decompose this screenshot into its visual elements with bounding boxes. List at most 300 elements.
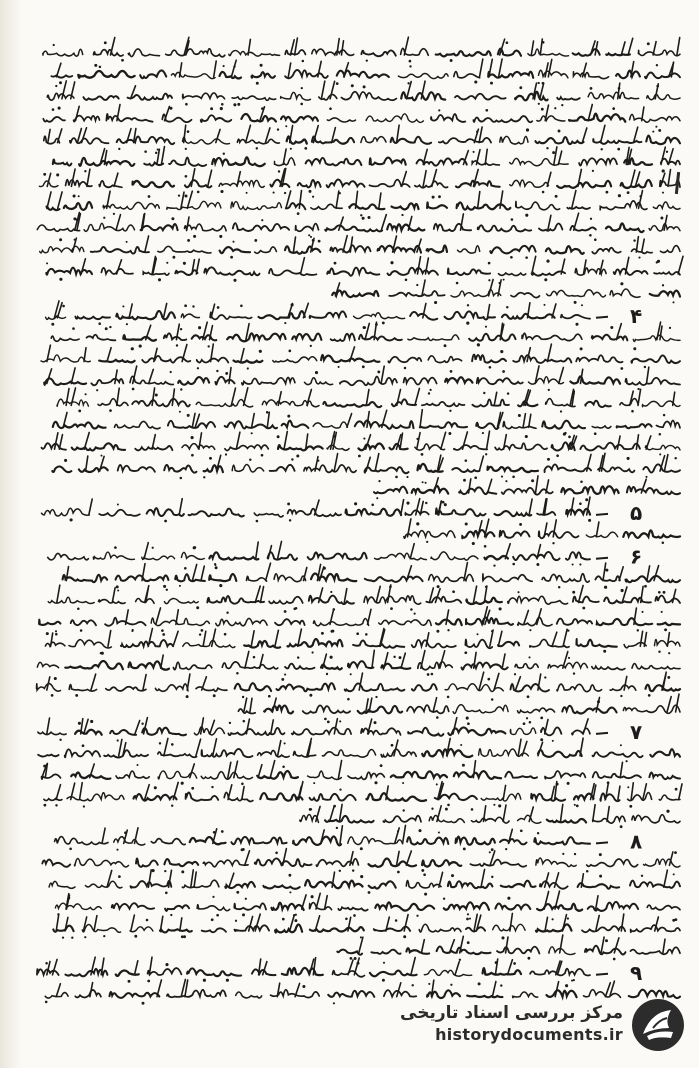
- handwritten-word: [143, 272, 169, 275]
- handwritten-word: [472, 399, 509, 406]
- handwritten-ascender: [545, 917, 548, 931]
- handwritten-dot: [266, 411, 269, 414]
- handwritten-ascender: [164, 303, 167, 317]
- handwritten-dot: [363, 85, 366, 88]
- handwritten-dot: [637, 629, 639, 631]
- handwritten-word: [462, 663, 508, 670]
- handwritten-dot: [103, 935, 105, 937]
- handwritten-ascender: [503, 785, 505, 799]
- handwritten-word: [327, 118, 355, 122]
- handwriting-line: [42, 761, 681, 786]
- handwritten-dot: [219, 584, 222, 587]
- handwritten-dot: [538, 103, 540, 105]
- handwritten-ascender: [255, 586, 260, 602]
- handwritten-word: [499, 273, 526, 276]
- handwritten-ascender: [57, 585, 60, 602]
- handwritten-dot: [196, 606, 199, 609]
- handwritten-dot: [296, 455, 299, 458]
- handwritten-dot: [585, 498, 588, 501]
- handwriting-line: [300, 804, 680, 829]
- handwritten-ascender: [631, 783, 633, 800]
- handwritten-word: [135, 446, 172, 450]
- handwritten-word: [387, 224, 424, 231]
- handwritten-word: [345, 683, 405, 691]
- handwritten-ascender: [339, 761, 342, 778]
- handwritten-dot: [184, 194, 187, 197]
- handwritten-dot: [658, 591, 661, 594]
- handwritten-word: [545, 464, 592, 472]
- handwritten-dot: [627, 191, 630, 194]
- handwritten-dot: [675, 788, 678, 791]
- handwritten-word: [168, 421, 215, 428]
- handwritten-dot: [261, 454, 264, 457]
- handwritten-word: [285, 664, 315, 669]
- handwritten-dot: [187, 239, 190, 242]
- handwritten-dot: [254, 239, 257, 242]
- handwritten-dot: [84, 170, 86, 172]
- handwritten-dot: [245, 898, 247, 900]
- handwriting-line: [332, 280, 680, 305]
- handwritten-word: [106, 687, 146, 691]
- handwritten-word: [576, 355, 622, 362]
- handwritten-ascender: [661, 147, 665, 164]
- handwritten-ascender: [241, 349, 244, 362]
- handwritten-dot: [375, 696, 377, 698]
- handwritten-ascender: [628, 38, 633, 55]
- handwritten-word: [557, 181, 611, 188]
- handwritten-dot: [152, 869, 155, 872]
- handwritten-ascender: [572, 191, 576, 209]
- handwritten-dot: [225, 453, 227, 455]
- handwritten-dot: [62, 305, 65, 308]
- handwritten-word: [592, 666, 625, 669]
- handwritten-word: [477, 378, 523, 384]
- handwritten-dot: [155, 152, 157, 154]
- handwritten-ascender: [299, 191, 301, 209]
- handwritten-ascender: [359, 937, 363, 953]
- handwritten-dot: [506, 41, 509, 44]
- handwritten-word: [115, 421, 161, 428]
- handwritten-word: [375, 902, 434, 910]
- handwritten-ascender: [642, 239, 645, 252]
- handwritten-dot: [537, 832, 539, 834]
- handwritten-dot: [574, 804, 576, 806]
- handwritten-ascender: [498, 631, 502, 646]
- handwritten-ascender: [673, 589, 676, 602]
- handwritten-ascender: [108, 631, 111, 647]
- handwritten-word: [388, 268, 438, 275]
- handwritten-dot: [395, 476, 398, 479]
- handwritten-word: [128, 94, 172, 100]
- handwritten-dot: [284, 742, 286, 744]
- handwritten-word: [501, 881, 536, 887]
- handwritten-word: [522, 333, 582, 340]
- handwritten-word: [428, 356, 461, 363]
- handwritten-dot: [101, 455, 103, 457]
- handwritten-dot: [220, 190, 223, 193]
- handwritten-dot: [662, 284, 664, 286]
- handwritten-word: [472, 355, 506, 363]
- handwritten-dot: [146, 919, 149, 922]
- handwritten-dot: [477, 343, 480, 346]
- handwritten-word: [549, 947, 575, 955]
- section-dash: [596, 974, 608, 975]
- handwritten-word: [155, 684, 188, 691]
- handwritten-dot: [423, 873, 426, 876]
- handwritten-word: [595, 576, 620, 581]
- handwritten-word: [570, 376, 620, 383]
- handwritten-dot: [564, 432, 566, 434]
- handwritten-dot: [339, 870, 341, 872]
- handwritten-dot: [285, 125, 287, 127]
- handwritten-dot: [101, 652, 104, 655]
- handwritten-word: [215, 377, 234, 385]
- handwritten-ascender: [190, 764, 195, 778]
- handwritten-ascender: [135, 721, 140, 734]
- handwritten-word: [418, 662, 453, 670]
- handwritten-dot: [460, 744, 462, 746]
- handwritten-word: [141, 224, 178, 230]
- handwritten-word: [412, 640, 456, 648]
- handwritten-dot: [161, 629, 164, 632]
- handwritten-dot: [321, 632, 324, 635]
- handwritten-dot: [621, 589, 624, 592]
- handwritten-word: [538, 750, 582, 757]
- handwritten-ascender: [288, 63, 290, 77]
- handwritten-dot: [312, 239, 315, 242]
- handwritten-dot: [541, 108, 544, 111]
- handwritten-ascender: [187, 217, 189, 230]
- handwritten-word: [94, 50, 124, 56]
- handwritten-dot: [597, 700, 600, 703]
- handwritten-word: [407, 705, 449, 713]
- handwritten-ascender: [574, 213, 579, 230]
- handwritten-word: [190, 837, 226, 844]
- handwritten-word: [110, 730, 136, 735]
- handwriting-line: [53, 913, 680, 939]
- handwritten-word: [274, 574, 306, 582]
- handwritten-ascender: [661, 173, 665, 186]
- handwritten-dot: [411, 984, 413, 986]
- handwritten-dot: [282, 765, 285, 768]
- handwritten-dot: [382, 321, 385, 324]
- handwritten-dot: [466, 717, 469, 720]
- handwritten-dot: [667, 676, 670, 679]
- handwritten-dot: [184, 567, 187, 570]
- handwritten-word: [485, 556, 508, 560]
- handwritten-word: [579, 158, 617, 165]
- handwritten-ascender: [245, 851, 250, 866]
- handwritten-word: [361, 50, 395, 56]
- handwritten-dot: [618, 87, 621, 90]
- handwritten-dot: [216, 914, 219, 917]
- handwritten-dot: [132, 388, 135, 391]
- handwritten-dot: [223, 65, 225, 67]
- handwritten-dot: [180, 388, 182, 390]
- handwritten-dot: [657, 260, 660, 263]
- handwritten-dot: [368, 891, 371, 894]
- handwritten-ascender: [315, 500, 320, 515]
- handwritten-word: [620, 399, 638, 406]
- handwritten-word: [235, 925, 270, 931]
- handwritten-word: [452, 468, 479, 472]
- handwritten-word: [220, 247, 250, 253]
- handwritten-word: [358, 706, 402, 714]
- handwritten-word: [547, 819, 586, 823]
- handwritten-ascender: [601, 125, 605, 142]
- handwritten-dot: [117, 739, 119, 741]
- handwritten-word: [381, 749, 416, 757]
- handwritten-word: [424, 970, 471, 977]
- handwritten-ascender: [638, 389, 641, 405]
- handwritten-dot: [315, 371, 318, 374]
- handwritten-word: [39, 620, 60, 625]
- handwritten-dot: [374, 781, 377, 784]
- handwritten-dot: [275, 852, 278, 855]
- handwritten-ascender: [244, 698, 247, 712]
- handwritten-dot: [46, 262, 48, 264]
- handwritten-word: [65, 661, 123, 669]
- handwritten-dot: [212, 896, 214, 898]
- handwritten-dot: [424, 893, 427, 896]
- handwritten-ascender: [246, 125, 251, 142]
- handwritten-dot: [382, 979, 385, 982]
- handwritten-ascender: [551, 786, 554, 799]
- handwritten-dot: [406, 502, 409, 505]
- handwritten-word: [630, 114, 680, 122]
- handwritten-dot: [225, 372, 228, 375]
- handwritten-dot: [59, 278, 62, 281]
- handwritten-dot: [311, 895, 314, 898]
- handwritten-word: [275, 925, 302, 933]
- handwritten-dot: [390, 261, 393, 264]
- handwritten-word: [391, 771, 447, 778]
- handwritten-dot: [436, 783, 438, 785]
- handwritten-dot: [83, 805, 85, 807]
- handwritten-dot: [414, 613, 416, 615]
- handwritten-word: [513, 992, 538, 998]
- handwritten-word: [304, 465, 356, 473]
- handwritten-ascender: [157, 149, 160, 164]
- handwritten-ascender: [180, 918, 182, 931]
- handwritten-dot: [425, 482, 427, 484]
- handwritten-dot: [416, 522, 419, 525]
- handwriting-line: [43, 105, 680, 128]
- handwritten-dot: [172, 256, 175, 259]
- handwritten-word: [426, 597, 461, 603]
- handwritten-word: [561, 486, 618, 494]
- handwritten-word: [510, 180, 549, 187]
- handwritten-word: [263, 885, 299, 888]
- handwritten-word: [515, 92, 548, 101]
- handwritten-word: [378, 246, 421, 253]
- handwritten-word: [542, 421, 585, 429]
- handwriting-line: [238, 694, 680, 720]
- handwritten-word: [75, 730, 102, 735]
- handwritten-ascender: [152, 388, 155, 406]
- handwritten-word: [275, 619, 305, 625]
- handwritten-word: [577, 639, 617, 647]
- handwritten-word: [262, 400, 319, 407]
- handwritten-dot: [152, 547, 154, 549]
- handwritten-dot: [226, 611, 228, 613]
- handwritten-dot: [517, 591, 519, 593]
- handwritten-ascender: [583, 719, 588, 734]
- handwritten-word: [439, 138, 491, 144]
- handwritten-dot: [620, 282, 623, 285]
- handwritten-dot: [627, 786, 629, 788]
- handwritten-dot: [527, 695, 530, 698]
- handwritten-word: [79, 467, 108, 472]
- handwritten-ascender: [441, 432, 446, 449]
- handwritten-word: [175, 270, 197, 275]
- handwritten-dot: [664, 628, 667, 631]
- handwritten-word: [203, 860, 248, 867]
- handwritten-word: [404, 531, 455, 539]
- handwritten-dot: [429, 389, 431, 391]
- handwritten-ascender: [591, 41, 596, 55]
- handwritten-dot: [249, 459, 251, 461]
- handwritten-word: [392, 399, 416, 406]
- handwritten-dot: [633, 239, 635, 241]
- handwritten-word: [470, 860, 526, 867]
- handwritten-ascender: [145, 236, 149, 252]
- handwritten-word: [241, 114, 276, 121]
- handwritten-dot: [326, 673, 328, 675]
- handwritten-word: [353, 640, 404, 647]
- handwritten-dot: [444, 503, 447, 506]
- handwritten-ascender: [532, 256, 536, 274]
- handwritten-dot: [85, 393, 87, 395]
- handwritten-ascender: [432, 170, 437, 187]
- handwritten-ascender: [275, 630, 279, 646]
- handwritten-dot: [407, 82, 409, 84]
- handwritten-word: [632, 815, 680, 823]
- handwritten-word: [406, 948, 429, 954]
- handwritten-dot: [610, 326, 613, 329]
- handwritten-word: [502, 488, 553, 495]
- handwritten-word: [448, 268, 490, 275]
- handwritten-dot: [360, 936, 362, 938]
- handwritten-word: [584, 990, 621, 998]
- handwritten-word: [237, 139, 279, 144]
- handwritten-dot: [284, 674, 286, 676]
- handwritten-dot: [211, 918, 214, 921]
- handwriting-line: [37, 957, 590, 983]
- handwritten-dot: [466, 322, 469, 325]
- handwritten-word: [390, 444, 408, 449]
- handwritten-word: [658, 623, 680, 625]
- handwritten-dot: [579, 502, 582, 505]
- handwritten-dot: [208, 345, 210, 347]
- handwritten-word: [91, 379, 123, 385]
- handwritten-word: [51, 75, 72, 77]
- handwritten-dot: [131, 347, 134, 350]
- handwritten-word: [627, 486, 680, 494]
- handwritten-dot: [485, 326, 487, 328]
- handwritten-dot: [447, 629, 449, 631]
- handwritten-ascender: [365, 323, 369, 339]
- handwritten-ascender: [510, 913, 513, 931]
- handwritten-word: [78, 71, 134, 78]
- handwritten-ascender: [143, 675, 146, 691]
- handwritten-dot: [277, 128, 279, 130]
- handwritten-ascender: [677, 38, 680, 55]
- handwriting-strokes: [30, 36, 686, 1026]
- handwritten-dot: [507, 392, 509, 394]
- handwritten-word: [557, 97, 580, 100]
- handwritten-ascender: [208, 170, 212, 186]
- handwritten-word: [259, 311, 305, 319]
- handwritten-ascender: [433, 698, 437, 712]
- handwritten-word: [365, 577, 423, 582]
- handwritten-dot: [291, 303, 294, 306]
- handwritten-word: [650, 749, 680, 756]
- handwritten-dot: [469, 918, 471, 920]
- handwritten-word: [65, 749, 100, 757]
- handwritten-word: [197, 905, 230, 911]
- handwritten-word: [381, 664, 410, 669]
- handwritten-dot: [309, 694, 312, 697]
- handwritten-word: [187, 968, 241, 976]
- handwritten-dot: [99, 66, 102, 69]
- handwritten-dot: [674, 918, 677, 921]
- handwritten-dot: [548, 389, 550, 391]
- handwritten-ascender: [210, 720, 215, 734]
- handwritten-dot: [243, 720, 246, 723]
- handwritten-ascender: [270, 761, 275, 778]
- section-dash: [596, 558, 608, 559]
- handwritten-dot: [567, 782, 570, 785]
- handwritten-dot: [574, 853, 576, 855]
- handwritten-word: [454, 771, 501, 779]
- handwritten-word: [116, 311, 175, 319]
- handwritten-ascender: [492, 982, 496, 997]
- handwritten-dot: [233, 65, 235, 67]
- handwritten-word: [142, 556, 175, 560]
- handwritten-ascender: [112, 588, 115, 603]
- handwritten-dot: [464, 651, 467, 654]
- handwritten-word: [234, 361, 263, 363]
- handwritten-dot: [443, 898, 445, 900]
- handwritten-word: [204, 465, 223, 472]
- handwriting-line: [48, 585, 680, 611]
- handwritten-word: [257, 771, 298, 779]
- handwritten-word: [148, 968, 182, 975]
- handwritten-word: [306, 158, 362, 166]
- handwriting-line: [374, 476, 680, 501]
- handwritten-dot: [201, 629, 204, 632]
- handwritten-ascender: [214, 61, 217, 77]
- handwritten-ascender: [660, 326, 662, 340]
- handwritten-ascender: [256, 542, 259, 559]
- handwritten-word: [258, 750, 290, 757]
- handwritten-dot: [230, 256, 233, 259]
- handwritten-word: [455, 94, 506, 100]
- handwritten-word: [235, 683, 271, 691]
- handwritten-ascender: [505, 544, 510, 559]
- handwritten-dot: [155, 394, 158, 397]
- handwritten-ascender: [375, 454, 379, 472]
- handwritten-ascender: [407, 566, 412, 581]
- handwritten-dot: [448, 432, 451, 435]
- handwritten-ascender: [129, 304, 132, 318]
- handwritten-dot: [358, 455, 361, 458]
- handwritten-word: [614, 269, 648, 275]
- handwritten-word: [348, 661, 374, 668]
- handwritten-word: [448, 881, 493, 888]
- handwritten-dot: [500, 350, 503, 353]
